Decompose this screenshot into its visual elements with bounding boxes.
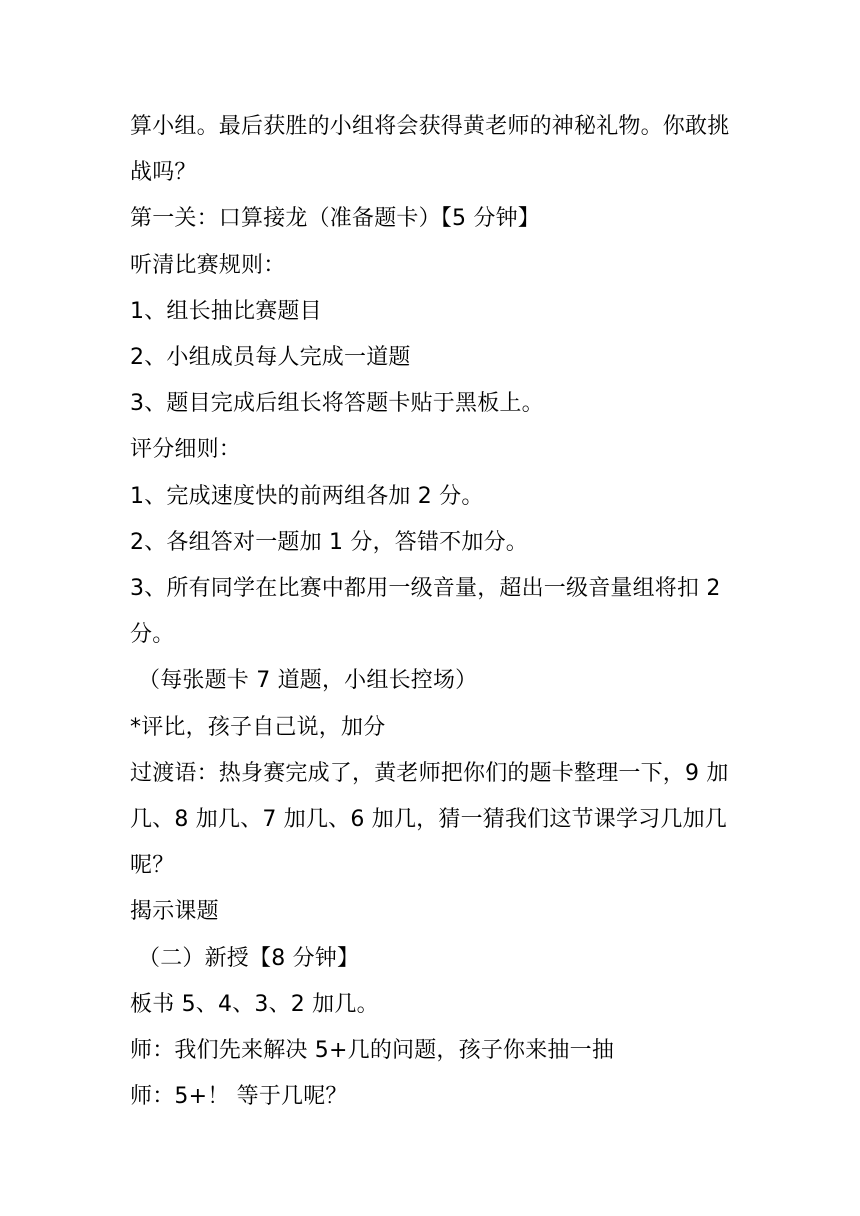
paragraph-board-writing: 板书 5、4、3、2 加几。 bbox=[130, 991, 379, 1017]
document-body bbox=[130, 104, 740, 1120]
paragraph-rule-1: 1、组长抽比赛题目 bbox=[130, 298, 322, 324]
paragraph-intro-continuation: 算小组。最后获胜的小组将会获得黄老师的神秘礼物。你敢挑战吗？ bbox=[130, 114, 730, 186]
paragraph-scoring-2: 2、各组答对一题加 1 分，答错不加分。 bbox=[130, 529, 528, 555]
paragraph-teacher-line-1: 师：我们先来解决 5+几的问题，孩子你来抽一抽 bbox=[130, 1038, 615, 1064]
paragraph-section-new-lesson: （二）新授【8 分钟】 bbox=[138, 945, 360, 971]
paragraph-rule-2: 2、小组成员每人完成一道题 bbox=[130, 345, 411, 371]
paragraph-evaluation: *评比，孩子自己说，加分 bbox=[130, 714, 386, 740]
paragraph-scoring-heading: 评分细则： bbox=[130, 437, 242, 463]
paragraph-card-note: （每张题卡 7 道题，小组长控场） bbox=[138, 668, 478, 694]
paragraph-scoring-1: 1、完成速度快的前两组各加 2 分。 bbox=[130, 483, 484, 509]
paragraph-level-one-title: 第一关：口算接龙（准备题卡）【5 分钟】 bbox=[130, 206, 540, 232]
paragraph-teacher-line-2: 师：5+！ 等于几呢？ bbox=[130, 1084, 348, 1110]
paragraph-reveal-topic: 揭示课题 bbox=[130, 899, 219, 925]
paragraph-rule-3: 3、题目完成后组长将答题卡贴于黑板上。 bbox=[130, 391, 544, 417]
paragraph-rules-heading: 听清比赛规则： bbox=[130, 252, 286, 278]
paragraph-scoring-3: 3、所有同学在比赛中都用一级音量，超出一级音量组将扣 2 分。 bbox=[130, 576, 721, 648]
paragraph-transition: 过渡语：热身赛完成了，黄老师把你们的题卡整理一下，9 加几、8 加几、7 加几、6 加几，猜一猜我们这节课学习几加几呢？ bbox=[130, 760, 729, 879]
